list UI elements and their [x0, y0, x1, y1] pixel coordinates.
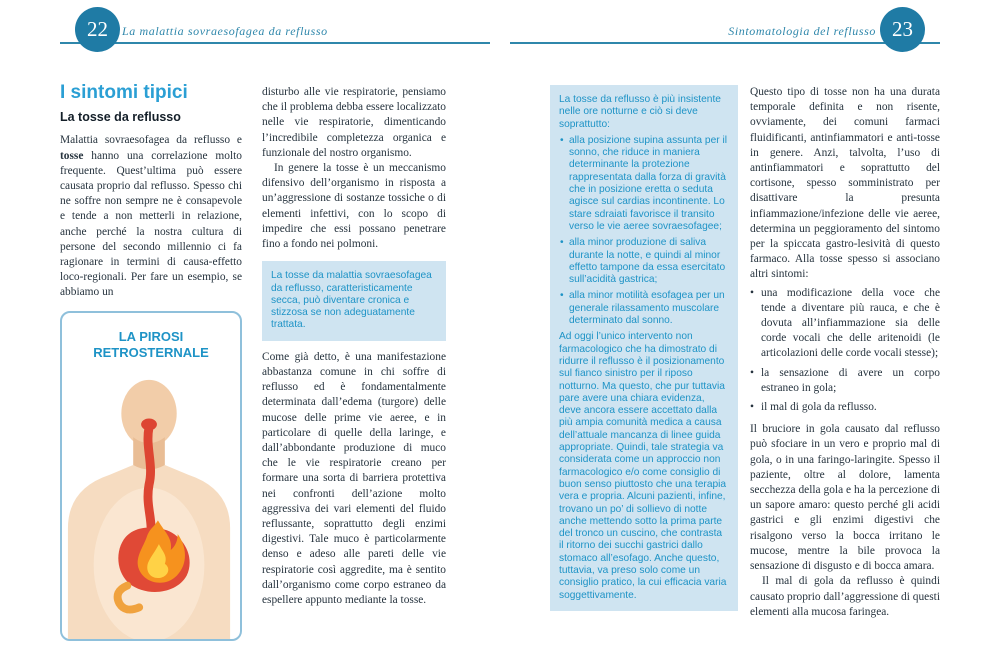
paragraph: Il bruciore in gola causato dal reflusso può sfociare in un vero e proprio mal di gola, o in una faringo-laringite. Spesso il paziente, oltre al dolore, lamenta secchezza della gola e ha la percezione di un sapore amaro: questo perché gli acidi gastrici e gli enzimi digestivi che risalgono verso la bocca irritano le mucose, mentre la bile provoca la sensazione di disgusto e di bocca amara. — [750, 423, 940, 573]
paragraph: Come già detto, è una manifestazione abbastanza comune in chi soffre di reflusso ed è fondamentalmente determinata dall’edema (turgore) delle mucose delle prime vie aeree, e in particolare di quelle della laringe, e dall’abbondante produzione di muco che le vie respiratorie creano per formare una sorta di barriera protettiva nei confronti dell’azione molto aggressiva dei vari elementi del fluido reflussante, soprattutto degli enzimi digestivi. Tale muco è particolarmente denso e adeso alle pareti delle vie respiratorie così aggredite, ma è sentito dall’organismo come corpo estraneo da espellere appunto mediante la tosse. — [262, 350, 446, 606]
paragraph — [60, 133, 242, 300]
callout-box: La tosse da malattia sovraesofagea da reflusso, caratteristicamente secca, può diventare cronica e stizzosa se non adeguatamente trattata. — [262, 261, 446, 340]
page23-column4 — [750, 85, 940, 620]
emphasized-word: tosse — [60, 149, 84, 162]
page-number-badge-left — [75, 7, 120, 52]
paragraph-text: hanno una correlazione molto frequente. Quest’ultima può essere causata proprio dal reflusso. Spesso chi ne soffre non sempre ne è consapevole e tende a non metterli in relazione, anche perché la nostra cultura di persone del secondo millennio ci fa ragionare in termini di causa-effetto loco-regionali. Per fare un esempio, se abbiamo un — [60, 149, 242, 299]
list-item: • alla minor produzione di saliva durante la notte, e quindi al minor effetto tampone da essa esercitato sull’acidità gastrica; — [559, 237, 729, 286]
page22-column1 — [60, 82, 242, 641]
callout-intro: La tosse da reflusso è più insistente nelle ore notturne e ciò si deve soprattutto: — [559, 94, 721, 130]
figure-title: LA PIROSI RETROSTERNALE — [93, 328, 209, 360]
callout-box-large — [550, 85, 738, 611]
paragraph-text: Malattia sovraesofagea da reflusso e — [60, 134, 242, 147]
page-title: I sintomi tipici — [60, 82, 188, 103]
list-item: • una modificazione della voce che tende a diventare più rauca, e che è dovuta all’infiammazione sia delle corde vocali che delle aritenoidi (le articolazioni delle corde vocali stesse); — [750, 286, 940, 362]
paragraph: disturbo alle vie respiratorie, pensiamo che il problema debba essere localizzato nelle vie respiratorie, dimenticando l’incredibile completezza organica e funzionale del nostro organismo. — [262, 86, 446, 159]
page23-column3 — [550, 85, 738, 611]
paragraph: In genere la tosse è un meccanismo difensivo dell’organismo in risposta a un’aggressione di sostanze tossiche o di elementi infettivi, con lo scopo di impedire che essi possano penetrare fino a fondo nei polmoni. — [262, 162, 446, 251]
callout-body: Ad oggi l’unico intervento non farmacologico che ha dimostrato di ridurre il reflusso è il posizionamento sul fianco sinistro per il riposo notturno. Ma questo, che pur tuttavia pare avere una chiara evidenza, deve ancora essere accettato dalla più ampia comunità medica a causa dell’attuale mancanza di linee guida appropriate. Quindi, tale strategia va considerata come un approccio non farmacologico e/o come consiglio di buon senso piuttosto che una terapia vera e propria. Alcuni pazienti, infine, trovano un po’ di sollievo di notte anche mettendo sotto la prima parte del tronco un cuscino, che contrasta il ritorno dei succhi gastrici dallo stomaco all’esofago. Anche questo, tuttavia, va preso solo come un consiglio pratico, la cui efficacia varia soggettivamente. — [559, 331, 727, 601]
page22-column2 — [262, 85, 446, 608]
list-item: • alla minor motilità esofagea per un generale rilassamento muscolare determinato dal sonno. — [559, 290, 729, 327]
pirosi-figure — [60, 311, 242, 641]
list-item: • la sensazione di avere un corpo estraneo in gola; — [750, 366, 940, 396]
page-number-right: 23 — [892, 17, 913, 41]
heartburn-torso-illustration — [62, 365, 240, 639]
section-subtitle: La tosse da reflusso — [60, 110, 181, 125]
header-rule-right — [510, 42, 940, 44]
page-number-badge-right — [880, 7, 925, 52]
header-rule-left — [60, 42, 490, 44]
symptom-bullet-list — [750, 286, 940, 416]
paragraph: Questo tipo di tosse non ha una durata temporale definita e non risente, ovviamente, dei comuni farmaci fluidificanti, antinfiammatori e anti-tosse in genere. Anzi, talvolta, l’uso di antinfiammatori e soprattutto del cortisone, spesso somministrato per disattivare la presunta infiammazione/infezione delle vie aeree, determina un peggioramento del sintomo per la spiccata gastro-lesività di questo farmaco. Alla tosse spesso si associano altri sintomi: — [750, 86, 940, 281]
list-item: • il mal di gola da reflusso. — [750, 400, 940, 415]
esophagus-icon — [148, 427, 151, 538]
list-item: • alla posizione supina assunta per il sonno, che riduce in maniera determinante la protezione rappresentata dalla forza di gravità che in posizione eretta o seduta agisce sul cardias incontinente. Lo stare sdraiati favorisce il transito verso le vie aeree sovraesofagee; — [559, 135, 729, 233]
page-number-left: 22 — [87, 17, 108, 41]
paragraph: Il mal di gola da reflusso è quindi causato proprio dall’aggressione di questi elementi alla mucosa faringea. — [750, 575, 940, 618]
callout-bullet-list — [559, 135, 729, 327]
running-head-left: La malattia sovraesofagea da reflusso — [122, 24, 328, 38]
running-head-right: Sintomatologia del reflusso — [728, 24, 876, 38]
